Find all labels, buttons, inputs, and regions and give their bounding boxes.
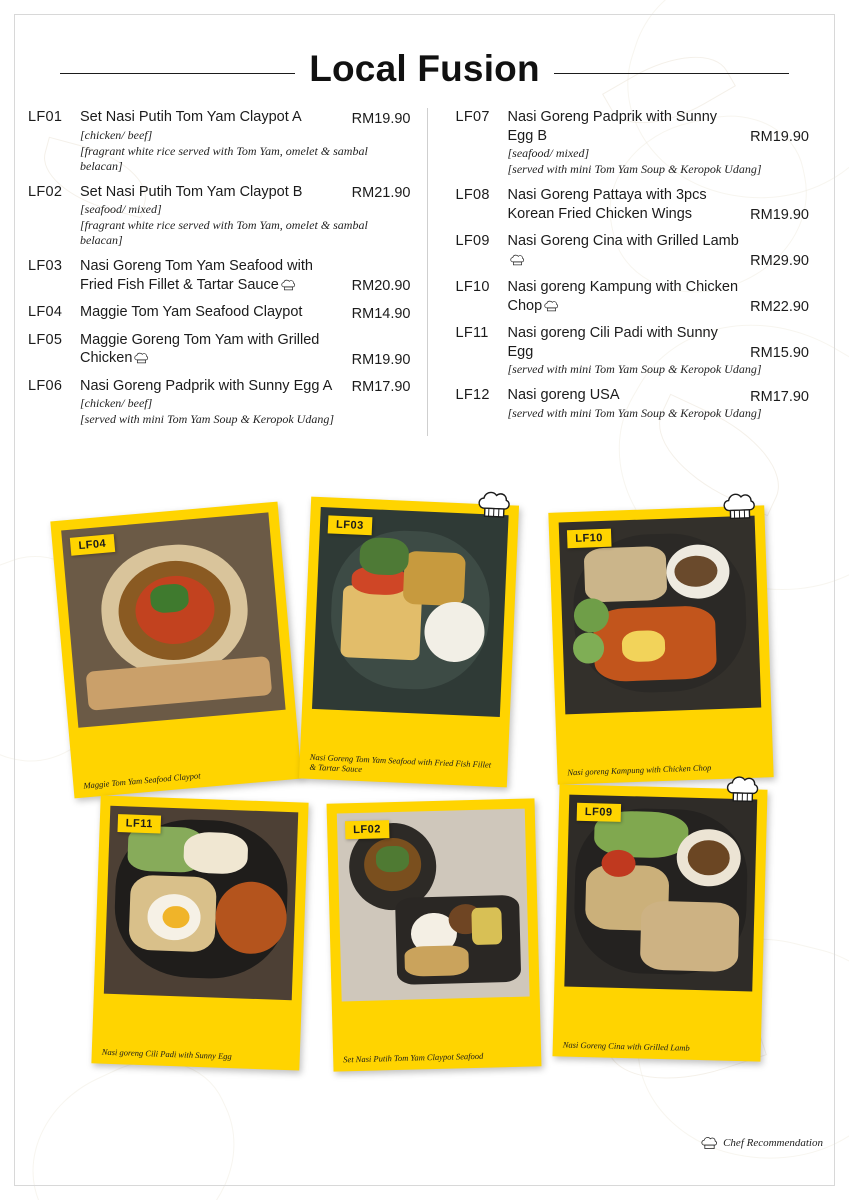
menu-item-price: RM29.90 [750, 253, 809, 270]
menu-item-code: LF04 [28, 304, 63, 321]
menu-item [456, 386, 810, 421]
menu-item-code: LF02 [28, 183, 63, 200]
menu-item [28, 257, 411, 294]
menu-item [456, 186, 810, 223]
menu-item-description: [served with mini Tom Yam Soup & Keropok Udang] [80, 412, 335, 427]
menu-item-name [80, 377, 352, 396]
chef-hat-icon [725, 775, 760, 806]
photo-card[interactable] [327, 798, 542, 1071]
page-header [30, 48, 819, 90]
menu-item-name [80, 303, 352, 322]
menu-item-name-text: Nasi Goreng Tom Yam Seafood with Fried Fish Fillet & Tartar Sauce [80, 258, 313, 293]
menu-item [28, 108, 411, 174]
menu-column-right [427, 108, 826, 436]
menu-item-price: RM17.90 [750, 389, 809, 406]
menu-item-price: RM19.90 [351, 110, 411, 127]
menu-item-price: RM19.90 [351, 351, 411, 368]
menu-list [28, 108, 825, 436]
menu-item-description: [served with mini Tom Yam Soup & Keropok Udang] [507, 362, 762, 377]
menu-item-name [80, 108, 352, 127]
menu-item-code: LF09 [455, 233, 490, 250]
footer-text: Chef Recommendation [723, 1137, 823, 1149]
menu-item-name-text: Nasi Goreng Cina with Grilled Lamb [507, 233, 739, 250]
menu-item-name [508, 186, 751, 223]
photo-code-tag: LF02 [345, 820, 389, 839]
photo-gallery [0, 495, 849, 1075]
menu-item-description: [seafood/ mixed] [80, 202, 162, 217]
menu-item-price: RM14.90 [351, 305, 411, 322]
menu-item [28, 377, 411, 428]
menu-column-left [28, 108, 427, 436]
title-rule-left [60, 73, 295, 74]
menu-item-price: RM21.90 [351, 185, 411, 202]
menu-item-name-text: Nasi Goreng Pattaya with 3pcs Korean Fried Chicken Wings [507, 187, 707, 222]
photo-caption: Nasi goreng Cili Padi with Sunny Egg [101, 1047, 232, 1062]
photo-card[interactable] [91, 795, 308, 1070]
chef-hat-icon [722, 492, 757, 523]
menu-item [456, 108, 810, 177]
menu-item-name [508, 108, 751, 145]
photo-caption: Maggie Tom Yam Seafood Claypot [83, 770, 201, 791]
menu-item-name-text: Nasi goreng Cili Padi with Sunny Egg [507, 325, 718, 360]
menu-item-price: RM20.90 [351, 278, 411, 295]
menu-item-code: LF08 [455, 187, 490, 204]
photo-code-tag: LF11 [117, 814, 161, 833]
menu-item-price: RM17.90 [351, 379, 411, 396]
menu-item-code: LF01 [28, 109, 63, 125]
menu-item [456, 232, 810, 269]
menu-item-code: LF11 [455, 325, 489, 342]
menu-item-description: [served with mini Tom Yam Soup & Keropok Udang] [507, 162, 762, 177]
menu-item-name-text: Set Nasi Putih Tom Yam Claypot B [80, 183, 303, 200]
menu-item-name-text: Nasi Goreng Padprik with Sunny Egg B [507, 109, 718, 144]
chef-hat-icon [476, 490, 511, 521]
menu-item-description: [fragrant white rice served with Tom Yam, omelet & sambal belacan] [80, 143, 368, 173]
menu-item-description: [seafood/ mixed] [507, 146, 590, 161]
menu-item-name-text: Nasi Goreng Padprik with Sunny Egg A [80, 377, 333, 394]
menu-item [28, 303, 411, 322]
photo-caption: Nasi Goreng Tom Yam Seafood with Fried Fish Fillet & Tartar Sauce [309, 751, 492, 775]
menu-item-code: LF07 [455, 109, 490, 125]
menu-item-name [508, 324, 751, 361]
menu-item-description: [chicken/ beef] [80, 127, 153, 142]
footer-note [699, 1136, 823, 1150]
menu-item-name-text: Maggie Goreng Tom Yam with Grilled Chicken [80, 331, 320, 367]
dish-photo [104, 806, 298, 1000]
photo-caption: Nasi Goreng Cina with Grilled Lamb [562, 1039, 690, 1054]
photo-card[interactable] [50, 502, 301, 799]
chef-hat-icon [510, 254, 525, 266]
menu-item-name-text: Maggie Tom Yam Seafood Claypot [80, 304, 303, 321]
photo-code-tag: LF10 [567, 529, 611, 549]
photo-caption: Nasi goreng Kampung with Chicken Chop [567, 762, 712, 778]
menu-item-name-text: Nasi goreng Kampung with Chicken Chop [507, 279, 739, 314]
photo-code-tag: LF03 [328, 515, 372, 535]
chef-hat-icon [281, 279, 296, 291]
menu-item-code: LF10 [455, 279, 490, 296]
photo-card[interactable] [548, 505, 773, 784]
menu-item-name [508, 232, 751, 269]
menu-item-code: LF05 [28, 331, 63, 348]
chef-hat-icon [701, 1136, 718, 1150]
menu-item-code: LF12 [455, 387, 490, 404]
menu-item [456, 324, 810, 377]
chef-hat-icon [544, 300, 559, 312]
menu-item [28, 331, 411, 368]
menu-item-name [508, 278, 751, 315]
title-rule-right [554, 73, 789, 74]
dish-photo [312, 507, 509, 717]
menu-item-price: RM15.90 [750, 345, 809, 362]
photo-card[interactable] [299, 497, 519, 788]
menu-item-name [80, 331, 352, 368]
menu-item-price: RM19.90 [750, 129, 809, 146]
chef-hat-icon [134, 352, 149, 364]
menu-item-name [508, 386, 751, 405]
menu-item-name-text: Nasi goreng USA [507, 387, 620, 404]
menu-item-description: [chicken/ beef] [80, 396, 153, 411]
menu-item-code: LF03 [28, 258, 63, 275]
menu-item-name-text: Set Nasi Putih Tom Yam Claypot A [80, 109, 302, 125]
menu-item [456, 278, 810, 315]
menu-item-name [80, 183, 352, 202]
menu-item-price: RM22.90 [750, 299, 809, 316]
menu-item-name [80, 257, 352, 294]
menu-item-price: RM19.90 [750, 207, 809, 224]
menu-item-description: [fragrant white rice served with Tom Yam, omelet & sambal belacan] [80, 218, 368, 248]
menu-item-code: LF06 [28, 377, 63, 394]
photo-caption: Set Nasi Putih Tom Yam Claypot Seafood [343, 1051, 484, 1065]
dish-photo [564, 795, 757, 992]
menu-item [28, 183, 411, 249]
page-title: Local Fusion [309, 48, 540, 89]
photo-card[interactable] [552, 784, 767, 1061]
photo-code-tag: LF04 [70, 534, 115, 556]
photo-code-tag: LF09 [577, 803, 621, 822]
menu-item-description: [served with mini Tom Yam Soup & Keropok Udang] [507, 406, 762, 421]
